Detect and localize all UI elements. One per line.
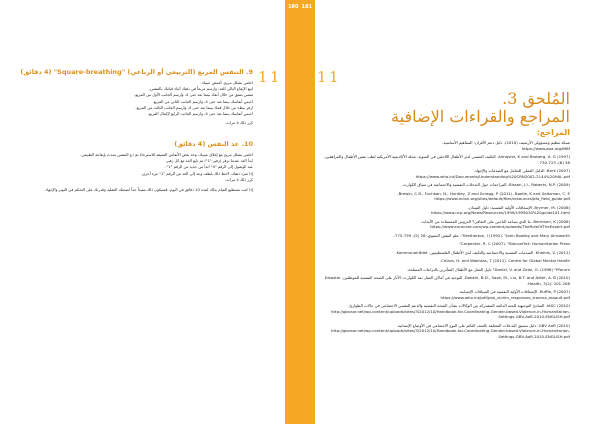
reference-link[interactable]: https://www.nctsn.org/sites/default/files/resources/pfa_field_guide.pdf <box>434 196 570 201</box>
reference-link[interactable]: https://www.ncp.org/News/Resources/1999/1999030%20guide101.html <box>431 210 570 215</box>
section-9-line: تنفس بعمق من خلال أنفك بينما تعد حتى 4، وارسم الجانب الأول من المربع. <box>134 92 253 98</box>
reference-item <box>323 191 570 202</box>
chapter-digit-right: 1 <box>317 68 327 86</box>
reference-item <box>323 233 570 239</box>
appendix-title-line-2: المراجع والقراءات الإضافية <box>391 107 570 126</box>
left-page <box>0 0 285 424</box>
section-10-line: ابدأ العد عندما تزفر (زفير "1") ثم تابع العد مع كل زفير. <box>165 158 253 164</box>
reference-item <box>323 250 570 256</box>
page-numbers <box>285 4 315 10</box>
chapter-digit-left: 1 <box>258 68 268 86</box>
reference-text: GBV AoR (2010). دليل تنسيق التدخلات المتعلقة بالعنف القائم على النوع الاجتماعي في الأوضاع الإنسانية. <box>396 322 570 328</box>
references-heading: المراجع: <box>536 128 570 137</box>
reference-link[interactable]: https://www.apa.org/6f6f <box>521 145 570 151</box>
reference-item <box>323 154 570 165</box>
page-number-right: 181 <box>301 4 312 10</box>
reference-text: Berntsen, K (2006). ما الذي يساعد الناجين على التعافي؟ الدروس المستفادة من الأبحاث. <box>420 218 570 224</box>
appendix-title-line-1: المُلحق 3. <box>502 89 570 108</box>
reference-link[interactable]: https://www.who.int/pdf/psb_victim_responses_trauma_assault.pdf <box>440 294 570 300</box>
section-10-title: 10. عد النفس (4 دقائق) <box>174 140 253 148</box>
section-10-closing: إذا كنت تستطيع القيام بذلك لمدة 10 دقائق في اليوم، فسيكون ذلك مفيداً جداً لصحتك العقلية وقدرتك على التحكم في التوتر والإجهاد. <box>44 187 253 193</box>
reference-text: Brymer, M. (2006). الإسعافات الأولية النفسية: دليل الميدان. <box>467 204 570 210</box>
reference-text: شبكة تنظيم ومسؤولي الأرشيف (2010). دليل دعم الأقران: المفاهيم الأساسية. <box>442 140 570 145</box>
section-9-title: 9. التنفس المربع (التربيعي أو الرباعي) "Square-breathing" (4 دقائق) <box>20 68 253 76</box>
reference-text: Carpenter, R. C (2007). "Bioconflict: Humanitarian Press" <box>459 241 570 246</box>
section-9-line: كرر ذلك 4 مرات. <box>225 120 253 126</box>
reference-text: Ruffle, P (2007). الإسعافات الأولية النفسية في السياقات الإنسانية. <box>458 289 570 294</box>
reference-item <box>323 219 570 230</box>
reference-link[interactable]: https://www.eurocare.com/wp-content/uploads/TheRuleOfTheExpert.pdf <box>430 224 570 229</box>
chapter-digit-left-2: 1 <box>270 68 280 86</box>
reference-item <box>323 205 570 216</box>
section-10-line: كرر ذلك 4 مرات. <box>225 176 253 182</box>
section-9-line: اجلس بشكل مريح. أغمض عينيك. <box>200 80 253 85</box>
section-10-body <box>18 152 253 193</box>
reference-link[interactable]: http://gbvaor.net/wp-content/uploads/sites/3/2012/10/Handbook-for-Coordinating-Gender-based-Violence-in-Humanitarian-Settings-GBV-AoR-2010-ENGLISH.pdf <box>331 308 570 319</box>
reference-text: Bretherton, I (1992). "John Bowlby and Mary Ainsworth". علم النفس التنموي، 28 (5): 759-775. <box>393 232 570 238</box>
reference-text: Brewin, C.R., Fuchkan, N., Huntley, Z and Scragg, P (2011). Baelle, K and Saltzman, C. E. <box>397 190 570 196</box>
reference-item <box>323 323 570 340</box>
reference-text: Dobkin, B.D., Saxe, M., Liu, B.T. and Adler, A. B (2010). التوجيه في أماكن العمل بعد الكوارث: الآثار على الصحة النفسية للموظفين. Disaster Health, 3(2): 201-208. <box>324 275 570 286</box>
reference-item <box>323 267 570 273</box>
reference-item <box>323 168 570 179</box>
center-orange-band <box>285 0 315 424</box>
reference-link[interactable]: https://www.who.int/Documents/Understanding%20CRN2002-2144%20HAL.pdf <box>415 173 570 179</box>
reference-text: IASC (2010). المبادئ التوجيهية للجنة الدائمة المشتركة بين الوكالات بشأن الصحة النفسية والدعم النفسي الاجتماعي في حالات الطوارئ. <box>348 303 570 308</box>
reference-item <box>323 289 570 300</box>
reference-text: Khamis, V. (2012). الصدمات النفسية والاجتماعية والتكيف لدى الأطفال الفلسطينيين. Kommunalrådet <box>396 249 570 255</box>
section-10-line: عند الوصول إلى الرقم "4" ابدأ من جديد من الرقم "1". <box>165 164 253 170</box>
reference-item <box>323 140 570 151</box>
reference-link[interactable]: http://gbvaor.net/wp-content/uploads/sites/3/2012/10/Handbook-for-Coordinating-Gender-based-Violence-in-Humanitarian-Settings-GBV-AoR-2010-ENGLISH.pdf <box>331 328 570 339</box>
section-9-line: احبس أنفاسك بينما تعد حتى 4، وارسم الجانب الرابع لإكمال المربع. <box>147 111 253 117</box>
reference-item <box>323 275 570 286</box>
reference-item <box>323 258 570 264</box>
reference-text: Berk (2007). الدليل العملي للتعامل مع الصدمات والإجهاد. <box>473 168 570 173</box>
section-9-line: احبس أنفاسك بينما تعد حتى 4، وارسم الجانب الثاني من المربع. <box>152 98 253 104</box>
appendix-title <box>391 90 570 126</box>
references-list <box>323 140 570 342</box>
reference-text: Daniel, V. and Zalal, G. (1998) "Pforum" دليل العمل مع الأطفال المتأثرين بالنزاعات المسلحة. <box>406 266 570 272</box>
right-page <box>315 0 600 424</box>
reference-text: Chiara, H. and Wakhtas, T (2012). Centre for Global Mental Health. <box>439 258 570 263</box>
chapter-digit-right-2: 1 <box>329 68 339 86</box>
section-10-line: إذا شرد ذهنك، لاحظ ذلك بلطف وعد إلى العد من الرقم "1" مرة أخرى. <box>140 170 253 176</box>
reference-item <box>323 241 570 247</box>
section-10-line: اجلس بشكل مريح مع إغلاق عينيك، وخذ بعض الأنفاس العميقة للاسترخاء ثم دع التنفس يحدث بإيقاعه الطبيعي. <box>80 152 253 157</box>
reference-item <box>323 303 570 320</box>
section-9-line: ازفر ببطء من خلال فمك بينما تعد حتى 4، وارسم الجانب الثالث من المربع. <box>135 104 253 110</box>
reference-text: Almqvist, K and Broberg, A. G (1997). التكيف النفسي لدى الأطفال اللاجئين في السويد. مجلة الأكاديمية الأمريكية لطب نفس الأطفال والمراهقين، 38 (6)، 723-730. <box>324 154 570 165</box>
section-9-line: اتبع الإيقاع التالي للعد، وارسم مربعاً في ذهنك أثناء قيامك بالتنفس. <box>148 86 253 92</box>
page-number-left: 180 <box>288 4 299 10</box>
section-9-body <box>18 80 253 126</box>
reference-text: Bisson, J.I., Roberts, N.P. (2009). المراجعات حول التدخلات النفسية والاجتماعية في سياق الكوارث. <box>401 182 570 187</box>
reference-item <box>323 182 570 188</box>
